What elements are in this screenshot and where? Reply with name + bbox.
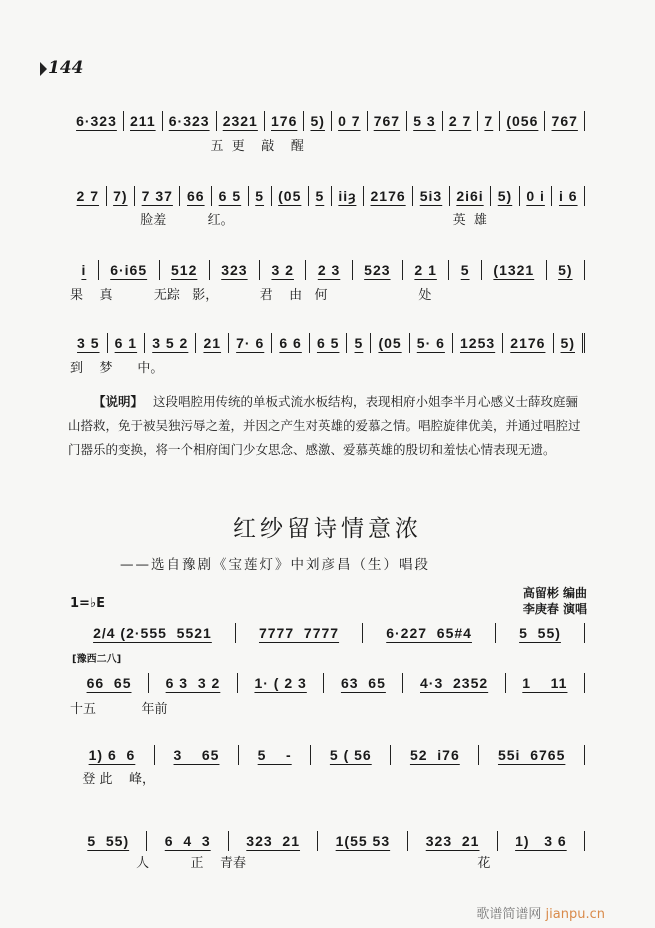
measure: 3 2 [260, 260, 306, 280]
measure: 6·323 [70, 111, 124, 131]
lyrics-line: 五 更 敲 醒 [70, 139, 304, 154]
measure: iiȝ [332, 186, 364, 206]
measure: i [70, 260, 99, 280]
measure: 5) [547, 260, 585, 280]
tempo-mark: [豫西二八] [72, 654, 122, 665]
watermark-en: jianpu.cn [545, 907, 605, 922]
measure: 211 [124, 111, 163, 131]
lyrics-line: 脸羞 红。 英 雄 [70, 213, 487, 228]
measure: (05 [371, 333, 409, 353]
measure: 2176 [364, 186, 413, 206]
measure: (1321 [482, 260, 547, 280]
measure: 5 - [239, 745, 311, 765]
singer-credit: 李庚春 演唱 [522, 602, 587, 616]
measure: 6 1 [108, 333, 146, 353]
measure: 1· ( 2 3 [238, 673, 324, 693]
measure: 5 3 [407, 111, 443, 131]
measure: 5· 6 [410, 333, 453, 353]
measure: 323 21 [408, 831, 497, 851]
measure: 66 65 [70, 673, 149, 693]
measure: 5 [449, 260, 482, 280]
page-marker-icon [40, 62, 47, 76]
measure: 7· 6 [229, 333, 272, 353]
measure: 66 [180, 186, 212, 206]
measure: 2 1 [403, 260, 449, 280]
measure: 5 [309, 186, 332, 206]
measure: 3 65 [155, 745, 239, 765]
measure: 6 5 [310, 333, 348, 353]
measure: 323 [210, 260, 260, 280]
lyrics-line: 果 真 无踪 影， 君 由 何 处 [70, 288, 432, 303]
measure: 176 [265, 111, 305, 131]
measure: 6·i65 [99, 260, 160, 280]
measure: 5 55) [496, 623, 585, 643]
measure: 2321 [217, 111, 265, 131]
measure: 21 [196, 333, 229, 353]
measure: 3 5 2 [145, 333, 196, 353]
staff-line [70, 622, 585, 644]
measure: 7 37 [135, 186, 180, 206]
watermark [476, 903, 605, 922]
measure: 1(55 53 [318, 831, 408, 851]
measure: 63 65 [324, 673, 403, 693]
measure: 323 21 [229, 831, 318, 851]
measure: 767 [545, 111, 585, 131]
measure: 2 7 [443, 111, 479, 131]
lyrics-line: 人 正 青春 花 [70, 856, 491, 871]
staff-line [70, 672, 585, 694]
measure: 7777 7777 [236, 623, 363, 643]
measure: 6 5 [212, 186, 249, 206]
measure: 767 [368, 111, 408, 131]
measure: 5 [347, 333, 371, 353]
measure: 6 4 3 [147, 831, 229, 851]
measure: 1 11 [506, 673, 585, 693]
measure: 5) [491, 186, 520, 206]
measure: 3 5 [70, 333, 108, 353]
measure: 5) [304, 111, 332, 131]
measure: 5) [554, 333, 586, 353]
measure: 523 [353, 260, 403, 280]
lyrics-line: 十五 年前 [70, 702, 168, 717]
measure: 52 i76 [391, 745, 479, 765]
measure: 55i 6765 [479, 745, 585, 765]
measure: 2 3 [306, 260, 352, 280]
measure: 5 ( 56 [311, 745, 391, 765]
measure: 1253 [453, 333, 503, 353]
measure: 2/4 (2·555 5521 [70, 623, 236, 643]
song-subtitle: ——选自豫剧《宝莲灯》中刘彦昌（生）唱段 [120, 557, 430, 573]
staff-line [70, 830, 585, 852]
lyrics-line: 到 梦 中。 [70, 361, 164, 376]
staff-line [70, 259, 585, 281]
staff-line [70, 744, 585, 766]
measure: 6 3 3 2 [149, 673, 238, 693]
measure: 7 [478, 111, 500, 131]
lyrics-line: 登 此 峰， [70, 772, 156, 787]
arranger-credit: 高留彬 编曲 [522, 586, 587, 600]
measure: 2i6i [450, 186, 491, 206]
staff-line [70, 185, 585, 207]
note-label: 【说明】 [93, 394, 144, 409]
measure: 6·323 [163, 111, 217, 131]
measure: i 6 [552, 186, 585, 206]
measure: 0 i [520, 186, 553, 206]
watermark-cn: 歌谱简谱网 [476, 907, 542, 922]
measure: 2 7 [70, 186, 107, 206]
measure: (05 [272, 186, 309, 206]
measure: 5 [249, 186, 272, 206]
page-number: 144 [48, 58, 84, 78]
note-text: 这段唱腔用传统的单板式流水板结构，表现相府小姐李半月心感义士薛玫庭骊山搭救，免于被吴独污辱之羞，并因之产生对英雄的爱慕之情。唱腔旋律优美，并通过唱腔过门器乐的变换，将一个相府闺门少女思念、感激、爱慕英雄的殷切和羞怯心情表现无遗。 [68, 394, 581, 457]
staff-line [70, 332, 585, 354]
measure: 0 7 [332, 111, 368, 131]
measure: 7) [107, 186, 136, 206]
measure: 6 6 [272, 333, 310, 353]
measure: 4·3 2352 [403, 673, 505, 693]
measure: 1) 6 6 [70, 745, 155, 765]
measure: 5i3 [413, 186, 450, 206]
explanation-note [68, 390, 588, 462]
staff-line [70, 110, 585, 132]
measure: 1) 3 6 [498, 831, 585, 851]
measure: 6·227 65#4 [363, 623, 496, 643]
measure: 512 [160, 260, 210, 280]
song-title: 红纱留诗情意浓 [233, 516, 422, 542]
measure: 2176 [503, 333, 553, 353]
measure: 5 55) [70, 831, 147, 851]
measure: (056 [500, 111, 545, 131]
key-signature: 1=♭E [70, 596, 105, 611]
